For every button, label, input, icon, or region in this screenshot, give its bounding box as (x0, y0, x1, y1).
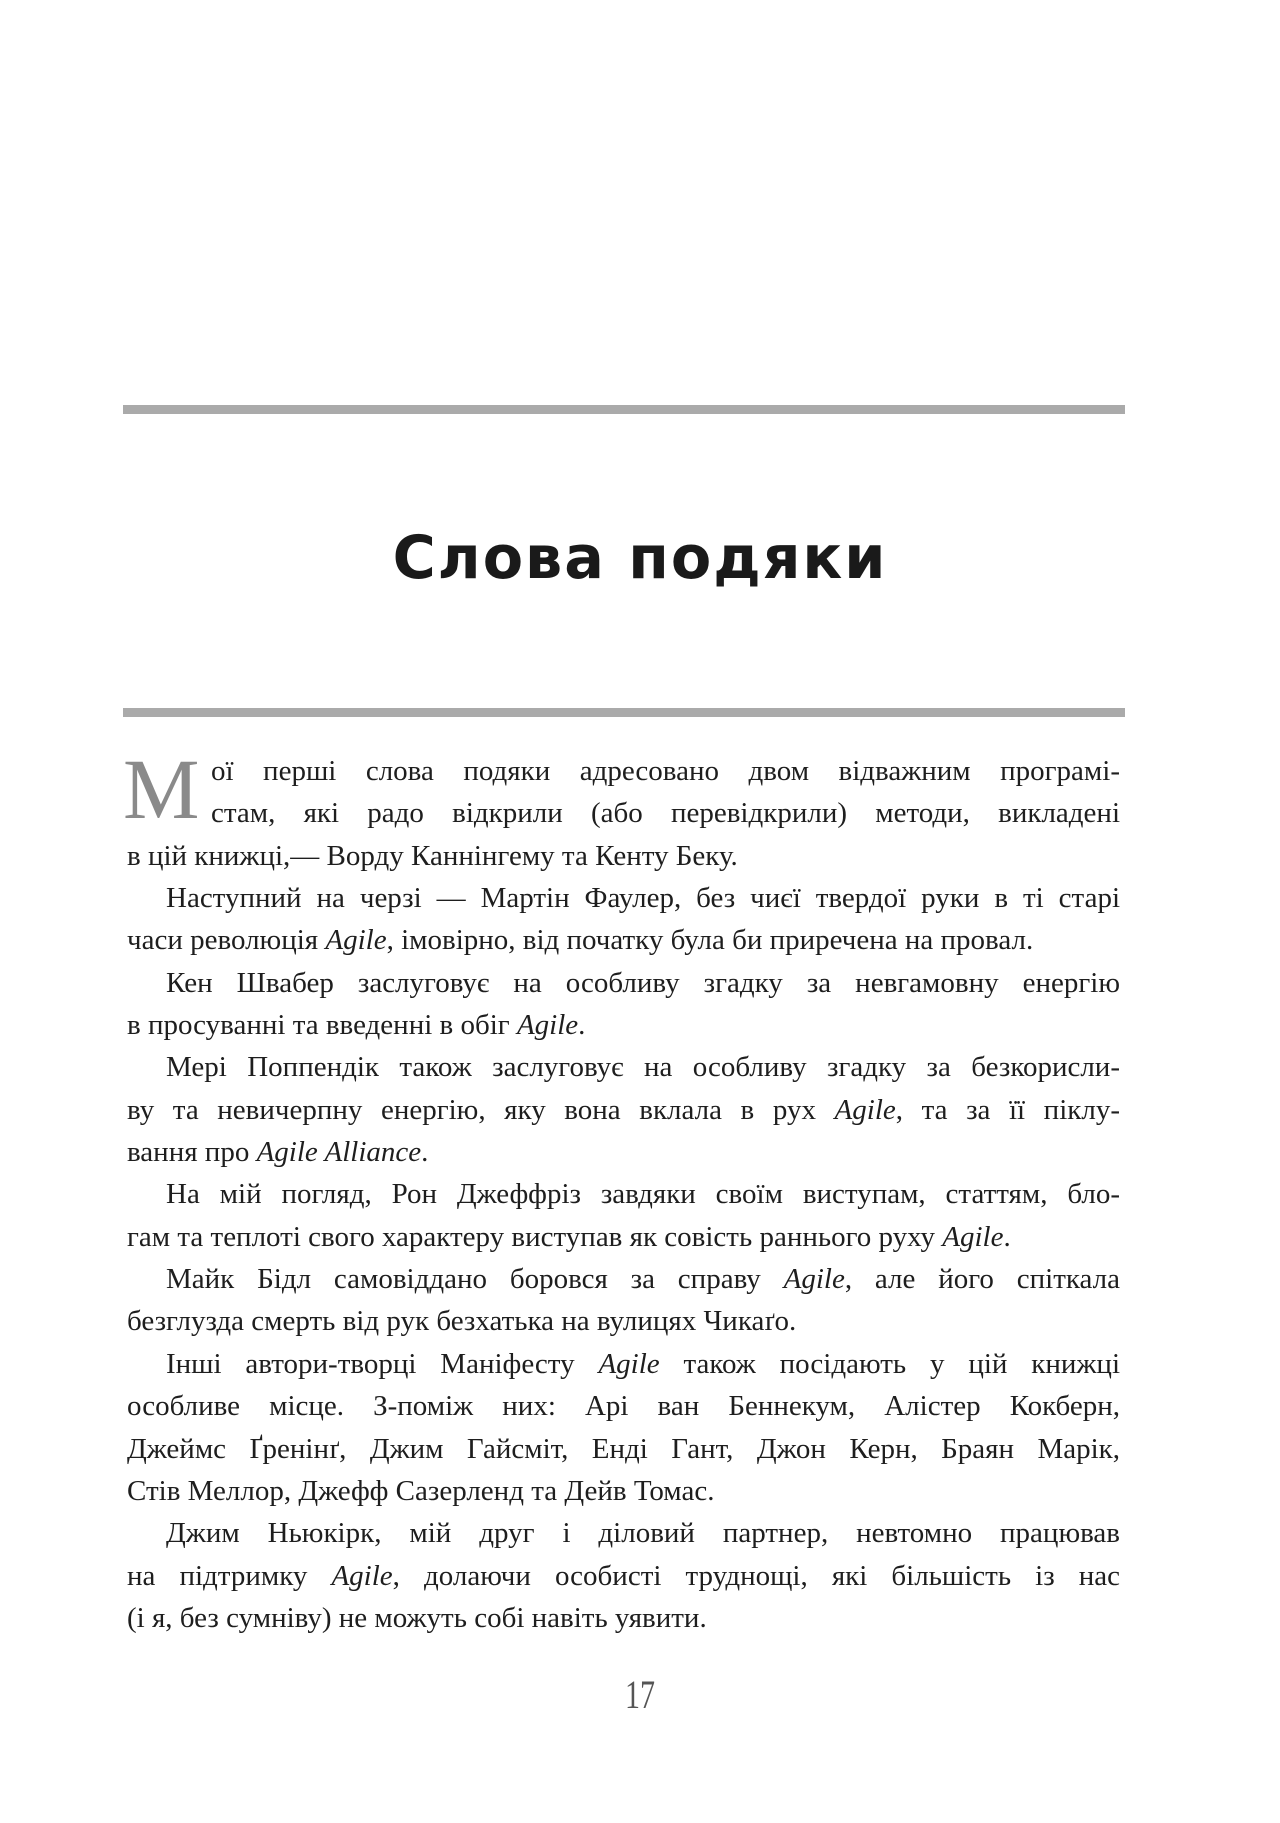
text-run: також посідають у цій книжці (659, 1347, 1120, 1380)
italic-term: Agile (834, 1093, 896, 1126)
italic-term: Agile (942, 1220, 1004, 1253)
text-line (127, 1428, 1120, 1470)
text-line (127, 1216, 1120, 1258)
italic-term: Agile (783, 1263, 845, 1296)
text-line (127, 1385, 1120, 1427)
text-run: На мій погляд, Рон Джеффріз завдяки своїм виступам, статтям, бло- (166, 1178, 1120, 1211)
text-run: , імовірно, від початку була би приречена на провал. (386, 924, 1034, 957)
text-line (127, 877, 1120, 919)
text-run: Майк Бідл самовіддано боровся за справу (166, 1263, 784, 1296)
text-line (127, 1555, 1120, 1597)
text-run: , але його спіткала (844, 1263, 1120, 1296)
text-run: Кен Швабер заслуговує на особливу згадку за невгамовну енергію (166, 966, 1120, 999)
text-run: . (578, 1009, 586, 1042)
text-line (127, 962, 1120, 1004)
text-run: ву та невичерпну енергію, яку вона вклала в рух (127, 1093, 835, 1126)
page-number: 17 (625, 1672, 655, 1717)
text-run: . (421, 1136, 429, 1169)
text-line (127, 919, 1120, 961)
text-line (127, 1343, 1120, 1385)
text-run: , долаючи особисті труднощі, які більшість із нас (392, 1559, 1120, 1592)
text-run: на підтримку (127, 1559, 332, 1592)
text-run: часи революція (127, 924, 326, 957)
text-run: особливе місце. З-поміж них: Арі ван Беннекум, Алістер Кокберн, (127, 1390, 1120, 1423)
text-run: (і я, без сумніву) не можуть собі навіть уявити. (127, 1601, 707, 1634)
text-run: вання про (127, 1136, 257, 1169)
italic-term: Agile (598, 1347, 660, 1380)
text-line (127, 1470, 1120, 1512)
bottom-rule (123, 708, 1125, 717)
text-run: ої перші слова подяки адресовано двом відважним програмі- (211, 755, 1120, 787)
text-line (127, 1173, 1120, 1215)
text-run: в просуванні та введенні в обіг (127, 1009, 517, 1042)
italic-term: Agile (325, 924, 387, 957)
italic-term: Agile Alliance (256, 1136, 422, 1169)
text-run: в цій книжці,— Ворду Каннінгему та Кенту Беку. (127, 839, 738, 872)
text-line (127, 835, 1120, 877)
text-run: Джеймс Ґренінґ, Джим Гайсміт, Енді Гант, Джон Керн, Браян Марік, (127, 1432, 1120, 1465)
body-text (123, 741, 1120, 1639)
text-run: Мері Поппендік також заслуговує на особливу згадку за безкорисли- (166, 1051, 1120, 1084)
text-line (127, 1300, 1120, 1342)
text-line (127, 1131, 1120, 1173)
text-line (127, 792, 1120, 834)
italic-term: Agile (331, 1559, 393, 1592)
text-run: . (1003, 1220, 1011, 1253)
italic-term: Agile (516, 1009, 579, 1042)
chapter-title: Слова подяки (392, 523, 888, 593)
text-run: Стів Меллор, Джефф Сазерленд та Дейв Томас. (127, 1474, 715, 1507)
text-run: Інші автори-творці Маніфесту (166, 1347, 599, 1380)
text-run: Наступний на черзі — Мартін Фаулер, без чиєї твердої руки в ті старі (166, 882, 1120, 915)
text-run: безглузда смерть від рук безхатька на вулицях Чикаґо. (127, 1305, 797, 1338)
text-line (127, 750, 1120, 792)
text-line (127, 1046, 1120, 1088)
top-rule (123, 405, 1125, 414)
text-line (127, 1258, 1120, 1300)
text-line (127, 1597, 1120, 1639)
text-line (127, 1512, 1120, 1554)
text-run: Джим Ньюкірк, мій друг і діловий партнер, невтомно працював (166, 1517, 1120, 1550)
text-run: , та за її піклу- (895, 1093, 1120, 1126)
text-run: гам та теплоті свого характеру виступав як совість раннього руху (127, 1220, 943, 1253)
text-run: стам, які радо відкрили (або перевідкрили) методи, викладені (211, 797, 1120, 830)
text-line (127, 1004, 1120, 1046)
drop-cap: М (123, 741, 200, 837)
text-line (127, 1089, 1120, 1131)
